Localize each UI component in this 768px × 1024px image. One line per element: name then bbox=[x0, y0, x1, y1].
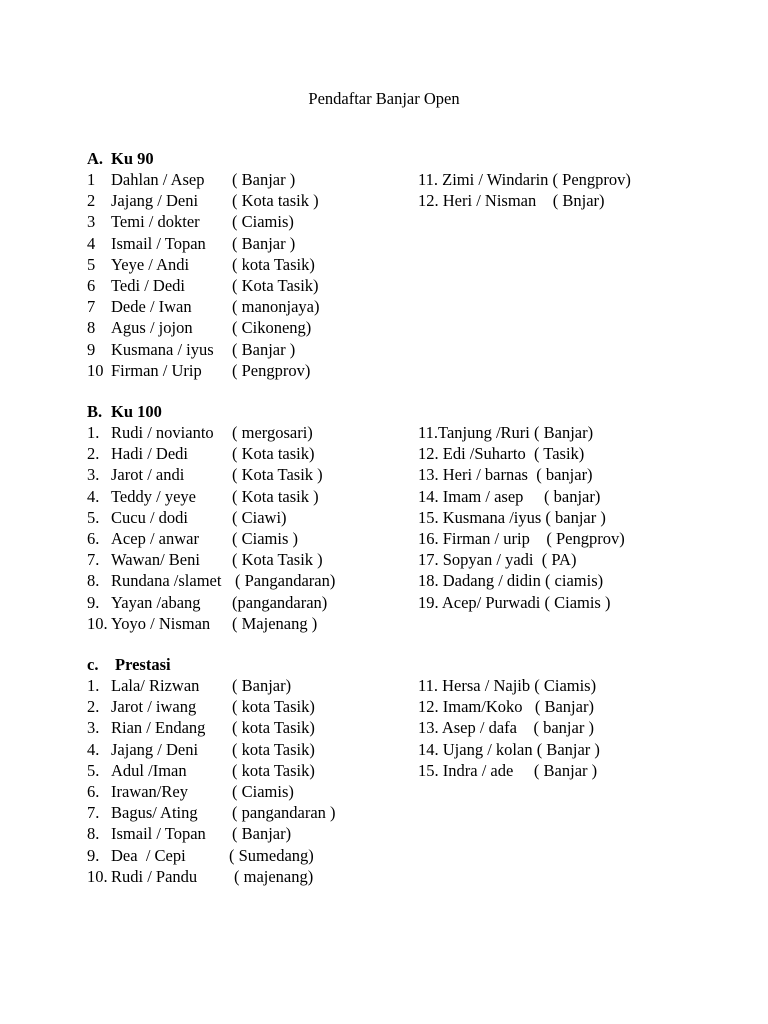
list-item bbox=[418, 739, 600, 760]
section-heading bbox=[87, 401, 707, 422]
list-item bbox=[87, 675, 336, 696]
list-item bbox=[418, 486, 625, 507]
entry-pair: Yoyo / Nisman bbox=[111, 613, 211, 633]
list-item bbox=[418, 464, 625, 485]
entry-text: 11.Tanjung /Ruri ( Banjar) bbox=[418, 423, 594, 442]
entry-origin: ( Kota Tasik ) bbox=[232, 465, 323, 485]
entry-pair: Adul /Iman bbox=[111, 760, 187, 780]
entry-pair: Rudi / Pandu bbox=[111, 866, 198, 886]
section-prestasi bbox=[87, 654, 707, 886]
entry-origin: ( Ciamis ) bbox=[232, 528, 298, 548]
list-item bbox=[87, 696, 336, 717]
entry-number: 2 bbox=[87, 191, 96, 211]
entry-number: 10. bbox=[87, 866, 108, 886]
entry-pair: Tedi / Dedi bbox=[111, 275, 185, 295]
list-item bbox=[87, 275, 320, 296]
list-item bbox=[87, 233, 320, 254]
list-item bbox=[87, 339, 320, 360]
list-item bbox=[418, 528, 625, 549]
section-heading bbox=[87, 148, 707, 169]
entry-number: 1. bbox=[87, 423, 100, 442]
list-item bbox=[418, 190, 631, 211]
entry-number: 3 bbox=[87, 212, 96, 232]
section-ku-90 bbox=[87, 148, 707, 380]
entry-column-left bbox=[87, 169, 320, 381]
list-item bbox=[87, 570, 335, 591]
entry-number: 4 bbox=[87, 233, 96, 253]
entry-text: 14. Ujang / kolan ( Banjar ) bbox=[418, 739, 600, 759]
entry-origin: ( Kota Tasik) bbox=[232, 275, 319, 295]
entry-origin: ( Ciamis) bbox=[232, 781, 294, 801]
entry-number: 5 bbox=[87, 254, 96, 274]
entry-column-left bbox=[87, 422, 335, 634]
entry-pair: Jajang / Deni bbox=[111, 739, 199, 759]
list-item bbox=[87, 592, 335, 613]
entry-column-right bbox=[418, 675, 600, 781]
entry-origin: ( manonjaya) bbox=[232, 297, 320, 317]
list-item bbox=[87, 760, 336, 781]
entry-number: 6. bbox=[87, 528, 100, 548]
entry-pair: Teddy / yeye bbox=[111, 486, 196, 506]
entry-number: 10 bbox=[87, 360, 104, 380]
entry-origin: ( Cikoneng) bbox=[232, 318, 312, 338]
document-title: Pendaftar Banjar Open bbox=[308, 89, 460, 108]
section-letter: B. bbox=[87, 402, 103, 421]
entry-number: 8. bbox=[87, 824, 100, 844]
entry-pair: Acep / anwar bbox=[111, 528, 199, 548]
entry-number: 9. bbox=[87, 592, 100, 612]
list-item bbox=[87, 190, 320, 211]
entry-origin: ( Kota Tasik ) bbox=[232, 550, 323, 570]
entry-origin: ( Kota tasik) bbox=[232, 444, 315, 464]
entry-pair: Temi / dokter bbox=[111, 212, 200, 232]
list-item bbox=[87, 211, 320, 232]
entry-origin: ( Banjar ) bbox=[232, 339, 296, 359]
list-item bbox=[418, 592, 625, 613]
entry-origin: ( Majenang ) bbox=[232, 613, 318, 633]
entry-pair: Agus / jojon bbox=[111, 318, 193, 338]
entry-origin: ( majenang) bbox=[234, 866, 314, 886]
entry-number: 5. bbox=[87, 760, 100, 780]
entry-text: 12. Imam/Koko ( Banjar) bbox=[418, 697, 594, 717]
list-item bbox=[87, 254, 320, 275]
entry-pair: Firman / Urip bbox=[111, 360, 202, 380]
entry-origin: ( Banjar ) bbox=[232, 233, 296, 253]
entry-pair: Rundana /slamet bbox=[111, 571, 222, 591]
list-item bbox=[418, 169, 631, 190]
entry-pair: Jajang / Deni bbox=[111, 191, 199, 211]
list-item bbox=[87, 296, 320, 317]
entry-text: 15. Indra / ade ( Banjar ) bbox=[418, 760, 598, 780]
entry-text: 18. Dadang / didin ( ciamis) bbox=[418, 571, 604, 591]
entry-text: 11. Hersa / Najib ( Ciamis) bbox=[418, 676, 597, 695]
list-item bbox=[87, 866, 336, 887]
entry-origin: ( Ciawi) bbox=[232, 507, 287, 527]
list-item bbox=[87, 845, 336, 866]
entry-pair: Hadi / Dedi bbox=[111, 444, 188, 464]
entry-text: 17. Sopyan / yadi ( PA) bbox=[418, 550, 577, 570]
entry-pair: Dahlan / Asep bbox=[111, 170, 205, 189]
entry-text: 19. Acep/ Purwadi ( Ciamis ) bbox=[418, 592, 611, 612]
section-heading bbox=[87, 654, 707, 675]
list-item bbox=[87, 422, 335, 443]
entry-number: 6 bbox=[87, 275, 96, 295]
entry-pair: Yayan /abang bbox=[111, 592, 201, 612]
section-letter: c. bbox=[87, 655, 99, 674]
entry-number: 3. bbox=[87, 465, 100, 485]
entry-text: 16. Firman / urip ( Pengprov) bbox=[418, 528, 625, 548]
list-item bbox=[87, 549, 335, 570]
entry-number: 1. bbox=[87, 676, 100, 695]
entry-pair: Rian / Endang bbox=[111, 718, 206, 738]
entry-pair: Jarot / andi bbox=[111, 465, 185, 485]
entry-pair: Lala/ Rizwan bbox=[111, 676, 200, 695]
entry-origin: ( kota Tasik) bbox=[232, 739, 315, 759]
entry-column-right bbox=[418, 422, 625, 613]
entry-text: 12. Heri / Nisman ( Bnjar) bbox=[418, 191, 605, 211]
list-item bbox=[418, 760, 600, 781]
list-item bbox=[87, 717, 336, 738]
entry-origin: ( Ciamis) bbox=[232, 212, 294, 232]
entry-origin: ( kota Tasik) bbox=[232, 760, 315, 780]
entry-number: 7 bbox=[87, 297, 96, 317]
entry-column-right bbox=[418, 169, 631, 211]
entry-pair: Bagus/ Ating bbox=[111, 803, 198, 823]
list-item bbox=[87, 613, 335, 634]
entry-origin: ( Pangandaran) bbox=[235, 571, 336, 591]
entry-number: 7. bbox=[87, 803, 100, 823]
entry-number: 1 bbox=[87, 170, 96, 189]
entry-pair: Yeye / Andi bbox=[111, 254, 190, 274]
list-item bbox=[87, 169, 320, 190]
list-item bbox=[418, 443, 625, 464]
entry-number: 4. bbox=[87, 739, 100, 759]
entry-origin: ( Kota tasik ) bbox=[232, 191, 319, 211]
entry-number: 6. bbox=[87, 781, 100, 801]
entry-origin: (pangandaran) bbox=[232, 592, 328, 612]
section-ku-100 bbox=[87, 401, 707, 633]
list-item bbox=[87, 486, 335, 507]
entry-number: 2. bbox=[87, 444, 100, 464]
section-label: Ku 90 bbox=[111, 149, 154, 168]
entry-text: 13. Heri / barnas ( banjar) bbox=[418, 465, 593, 485]
list-item bbox=[418, 422, 625, 443]
entry-text: 15. Kusmana /iyus ( banjar ) bbox=[418, 507, 606, 527]
entry-origin: ( kota Tasik) bbox=[232, 697, 315, 717]
entry-pair: Dede / Iwan bbox=[111, 297, 192, 317]
entry-pair: Rudi / novianto bbox=[111, 423, 214, 442]
section-label: Ku 100 bbox=[111, 402, 162, 421]
entry-text: 11. Zimi / Windarin ( Pengprov) bbox=[418, 170, 631, 189]
entry-number: 8 bbox=[87, 318, 96, 338]
entry-origin: ( Pengprov) bbox=[232, 360, 311, 380]
list-item bbox=[87, 528, 335, 549]
entry-number: 5. bbox=[87, 507, 100, 527]
list-item bbox=[87, 360, 320, 381]
list-item bbox=[87, 507, 335, 528]
entry-number: 9. bbox=[87, 845, 100, 865]
entry-number: 10. bbox=[87, 613, 108, 633]
entry-pair: Cucu / dodi bbox=[111, 507, 188, 527]
entry-pair: Irawan/Rey bbox=[111, 781, 188, 801]
section-label: Prestasi bbox=[115, 655, 171, 674]
list-item bbox=[418, 549, 625, 570]
entry-origin: ( Banjar ) bbox=[232, 170, 296, 189]
list-item bbox=[87, 802, 336, 823]
entry-pair: Ismail / Topan bbox=[111, 824, 206, 844]
entry-origin: ( Sumedang) bbox=[229, 845, 314, 865]
entry-number: 2. bbox=[87, 697, 100, 717]
entry-pair: Ismail / Topan bbox=[111, 233, 206, 253]
list-item bbox=[87, 823, 336, 844]
entry-origin: ( kota Tasik) bbox=[232, 718, 315, 738]
list-item bbox=[87, 317, 320, 338]
entry-text: 13. Asep / dafa ( banjar ) bbox=[418, 718, 594, 738]
list-item bbox=[418, 696, 600, 717]
entry-number: 8. bbox=[87, 571, 100, 591]
list-item bbox=[87, 739, 336, 760]
entry-number: 7. bbox=[87, 550, 100, 570]
entry-pair: Jarot / iwang bbox=[111, 697, 197, 717]
section-letter: A. bbox=[87, 149, 104, 168]
entry-number: 4. bbox=[87, 486, 100, 506]
entry-number: 9 bbox=[87, 339, 96, 359]
entry-origin: ( Banjar) bbox=[232, 676, 292, 695]
list-item bbox=[87, 464, 335, 485]
entry-pair: Dea / Cepi bbox=[111, 845, 186, 865]
list-item bbox=[418, 507, 625, 528]
list-item bbox=[418, 717, 600, 738]
entry-origin: ( mergosari) bbox=[232, 423, 313, 442]
entry-number: 3. bbox=[87, 718, 100, 738]
entry-origin: ( Banjar) bbox=[232, 824, 292, 844]
list-item bbox=[418, 570, 625, 591]
entry-origin: ( pangandaran ) bbox=[232, 803, 336, 823]
entry-pair: Wawan/ Beni bbox=[111, 550, 200, 570]
entry-origin: ( Kota tasik ) bbox=[232, 486, 319, 506]
entry-text: 12. Edi /Suharto ( Tasik) bbox=[418, 444, 585, 464]
entry-text: 14. Imam / asep ( banjar) bbox=[418, 486, 601, 506]
entry-column-left bbox=[87, 675, 336, 887]
list-item bbox=[418, 675, 600, 696]
entry-pair: Kusmana / iyus bbox=[111, 339, 214, 359]
list-item bbox=[87, 443, 335, 464]
list-item bbox=[87, 781, 336, 802]
entry-origin: ( kota Tasik) bbox=[232, 254, 315, 274]
